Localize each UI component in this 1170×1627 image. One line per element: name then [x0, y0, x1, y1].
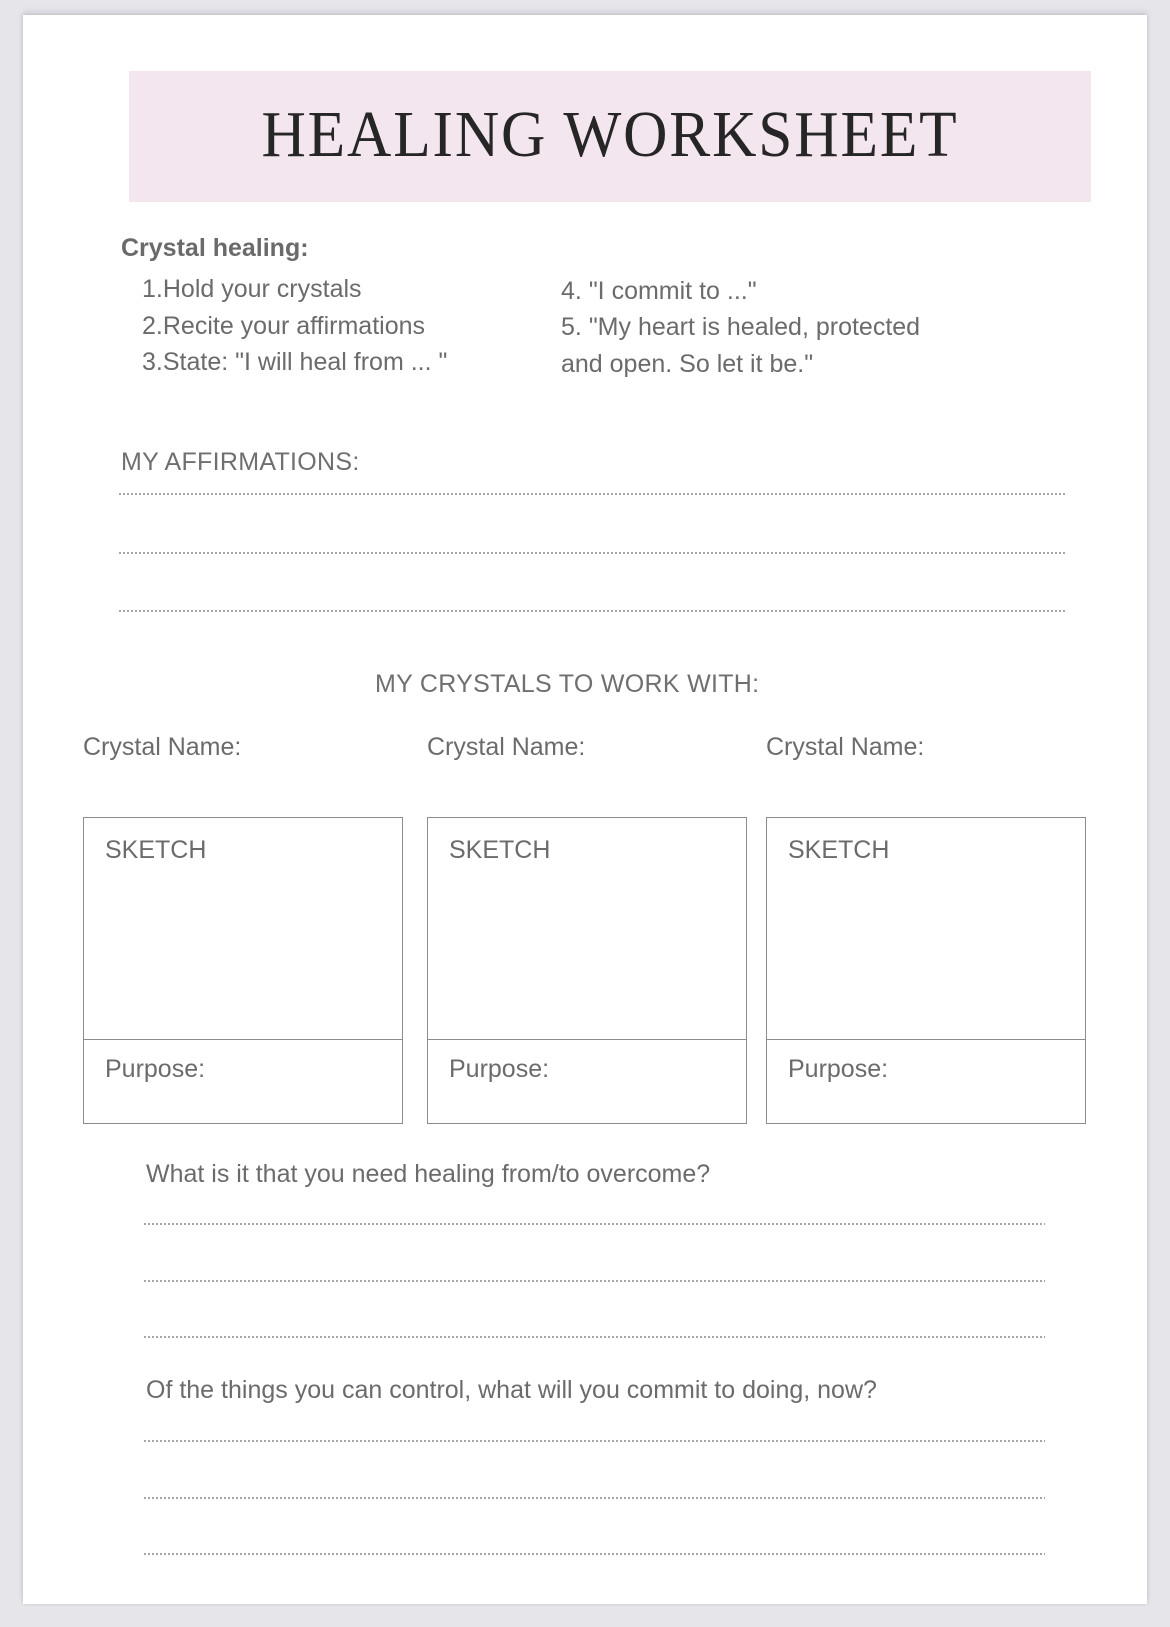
worksheet-page: [23, 15, 1147, 1604]
card-divider: [767, 1039, 1085, 1040]
step-3: [142, 347, 447, 377]
step-text: Recite your affirmations: [162, 312, 426, 340]
affirmations-label: MY AFFIRMATIONS:: [121, 448, 360, 476]
step-number: 5.: [561, 313, 582, 341]
question-1-line-2[interactable]: [143, 1280, 1045, 1282]
page-title: HEALING WORKSHEET: [261, 98, 959, 171]
purpose-label: Purpose:: [788, 1055, 889, 1083]
step-number: 3.: [142, 348, 163, 376]
step-number: 1.: [142, 275, 163, 303]
purpose-label: Purpose:: [105, 1055, 206, 1083]
crystal-name-label-3: Crystal Name:: [766, 733, 925, 761]
question-2-line-1[interactable]: [143, 1440, 1045, 1442]
step-number: 2.: [142, 312, 163, 340]
step-text: "My heart is healed, protected and open. So let it be.": [561, 313, 921, 378]
affirmation-line-3[interactable]: [118, 610, 1066, 612]
affirmation-line-2[interactable]: [118, 552, 1066, 554]
crystal-card-2[interactable]: [427, 817, 747, 1124]
step-1: [142, 274, 362, 304]
sketch-label: SKETCH: [105, 836, 207, 864]
title-banner: [129, 71, 1091, 202]
step-text: Hold your crystals: [162, 275, 362, 303]
question-1-line-3[interactable]: [143, 1336, 1045, 1338]
question-2-line-2[interactable]: [143, 1497, 1045, 1499]
sketch-label: SKETCH: [788, 836, 890, 864]
step-4: [561, 276, 757, 306]
crystal-name-label-2: Crystal Name:: [427, 733, 586, 761]
step-text: "I commit to ...": [588, 277, 757, 305]
affirmation-line-1[interactable]: [118, 493, 1066, 495]
step-text: State: "I will heal from ... ": [162, 348, 448, 376]
card-divider: [428, 1039, 746, 1040]
question-2-line-3[interactable]: [143, 1553, 1045, 1555]
instructions-heading: Crystal healing:: [121, 234, 309, 262]
purpose-label: Purpose:: [449, 1055, 550, 1083]
crystal-name-label-1: Crystal Name:: [83, 733, 242, 761]
step-5: [561, 309, 951, 382]
crystals-heading: MY CRYSTALS TO WORK WITH:: [375, 670, 760, 698]
crystal-card-1[interactable]: [83, 817, 403, 1124]
card-divider: [84, 1039, 402, 1040]
crystal-card-3[interactable]: [766, 817, 1086, 1124]
question-2: Of the things you can control, what will you commit to doing, now?: [146, 1376, 877, 1404]
sketch-label: SKETCH: [449, 836, 551, 864]
question-1-line-1[interactable]: [143, 1223, 1045, 1225]
question-1: What is it that you need healing from/to overcome?: [146, 1160, 711, 1188]
step-number: 4.: [561, 277, 582, 305]
step-2: [142, 311, 425, 341]
